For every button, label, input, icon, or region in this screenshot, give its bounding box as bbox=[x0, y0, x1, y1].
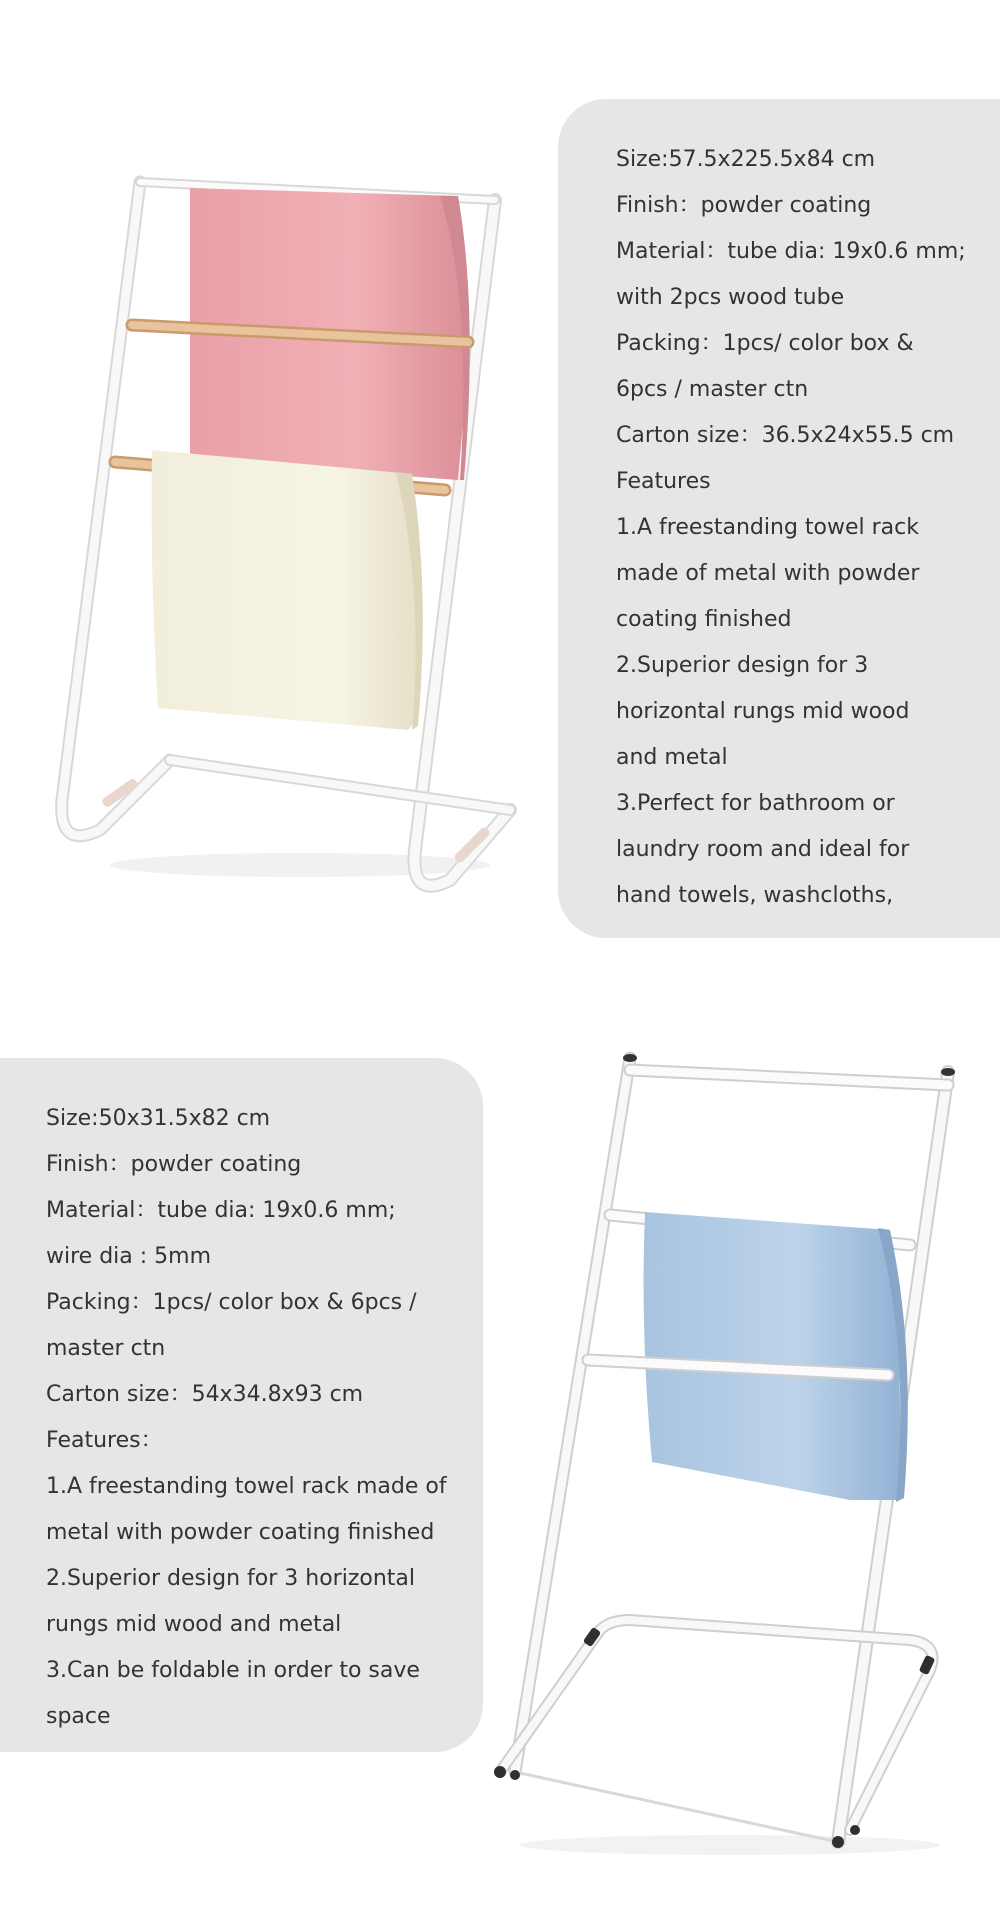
spec-line: and metal bbox=[616, 745, 728, 770]
towel-rack-image-1 bbox=[40, 160, 520, 920]
spec-line: Size:57.5x225.5x84 cm bbox=[616, 147, 876, 172]
spec-line: Features： bbox=[46, 1428, 163, 1453]
spec-line: master ctn bbox=[46, 1336, 166, 1361]
spec-line: laundry room and ideal for bbox=[616, 837, 910, 862]
spec-panel-2 bbox=[0, 1058, 483, 1752]
spec-line: made of metal with powder bbox=[616, 561, 920, 586]
spec-line: 3.Can be foldable in order to save bbox=[46, 1658, 420, 1683]
spec-panel-1 bbox=[558, 99, 1000, 938]
spec-line: Carton size：36.5x24x55.5 cm bbox=[616, 423, 955, 448]
spec-line: Finish：powder coating bbox=[616, 193, 872, 218]
spec-line: 2.Superior design for 3 bbox=[616, 653, 869, 678]
spec-line: 1.A freestanding towel rack made of bbox=[46, 1474, 447, 1499]
spec-line: 6pcs / master ctn bbox=[616, 377, 809, 402]
spec-line: Material：tube dia: 19x0.6 mm; bbox=[46, 1198, 396, 1223]
spec-line: Finish：powder coating bbox=[46, 1152, 302, 1177]
spec-line: Packing：1pcs/ color box & bbox=[616, 331, 914, 356]
spec-line: rungs mid wood and metal bbox=[46, 1612, 342, 1637]
towel-rack-image-2 bbox=[470, 1030, 970, 1880]
spec-line: horizontal rungs mid wood bbox=[616, 699, 910, 724]
spec-line: space bbox=[46, 1704, 111, 1729]
spec-line: hand towels, washcloths, bbox=[616, 883, 894, 908]
spec-line: wire dia : 5mm bbox=[46, 1244, 212, 1269]
spec-line: Material：tube dia: 19x0.6 mm; bbox=[616, 239, 966, 264]
spec-line: 1.A freestanding towel rack bbox=[616, 515, 919, 540]
spec-line: Carton size：54x34.8x93 cm bbox=[46, 1382, 364, 1407]
spec-line: 3.Perfect for bathroom or bbox=[616, 791, 895, 816]
spec-line: coating finished bbox=[616, 607, 792, 632]
spec-line: with 2pcs wood tube bbox=[616, 285, 845, 310]
spec-line: metal with powder coating finished bbox=[46, 1520, 435, 1545]
spec-line: Packing：1pcs/ color box & 6pcs / bbox=[46, 1290, 417, 1315]
spec-line: Features bbox=[616, 469, 711, 494]
spec-line: Size:50x31.5x82 cm bbox=[46, 1106, 271, 1131]
spec-line: 2.Superior design for 3 horizontal bbox=[46, 1566, 415, 1591]
